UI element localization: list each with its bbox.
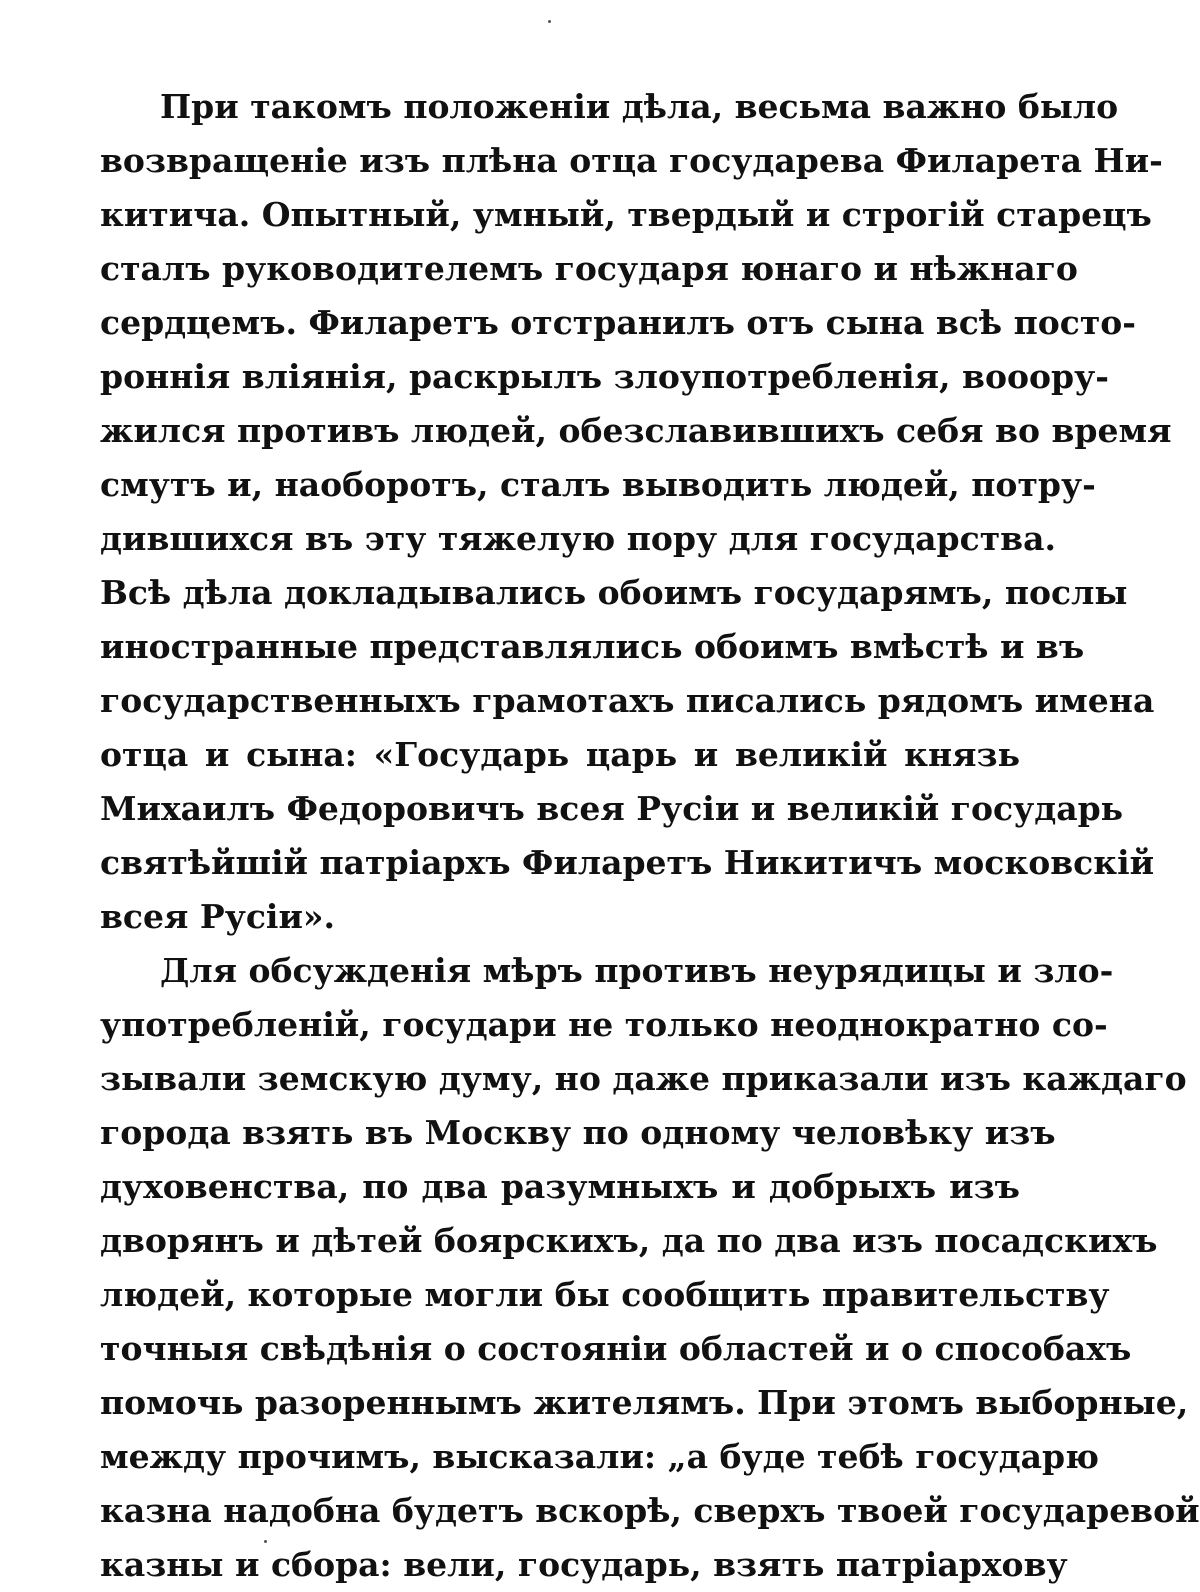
- text-line: иностранные представлялись обоимъ вмѣстѣ и въ: [100, 627, 1085, 666]
- text-line: употребленій, государи не только неоднократно со-: [100, 1005, 1108, 1044]
- text-line: возвращеніе изъ плѣна отца государева Филарета Ни-: [100, 141, 1163, 180]
- text-line: помочь разореннымъ жителямъ. При этомъ выборные,: [100, 1383, 1189, 1422]
- text-line: казна надобна будетъ вскорѣ, сверхъ твоей государевой: [100, 1491, 1200, 1530]
- text-line: дившихся въ эту тяжелую пору для государства.: [100, 519, 1056, 558]
- text-line: смутъ и, наоборотъ, сталъ выводить людей, потру-: [100, 465, 1096, 504]
- text-line: Михаилъ Федоровичъ всея Русіи и великій государь: [100, 789, 1124, 828]
- text-line: между прочимъ, высказали: „а буде тебѣ государю: [100, 1437, 1099, 1476]
- text-line: сталъ руководителемъ государя юнаго и нѣжнаго: [100, 249, 1078, 288]
- text-line: всея Русіи».: [100, 897, 336, 936]
- text-line: казны и сбора: вели, государь, взять патріархову: [100, 1545, 1068, 1584]
- text-line: святѣйшій патріархъ Филаретъ Никитичъ московскій: [100, 843, 1155, 882]
- text-line: Всѣ дѣла докладывались обоимъ государямъ, послы: [100, 573, 1128, 612]
- text-line: духовенства, по два разумныхъ и добрыхъ изъ: [100, 1167, 1020, 1206]
- body-text: [100, 80, 1200, 1592]
- text-line: точныя свѣдѣнія о состояніи областей и о способахъ: [100, 1329, 1132, 1368]
- text-line: зывали земскую думу, но даже приказали изъ каждаго: [100, 1059, 1187, 1098]
- text-line: дворянъ и дѣтей боярскихъ, да по два изъ посадскихъ: [100, 1221, 1158, 1260]
- text-line: роннія вліянія, раскрылъ злоупотребленія, вооору-: [100, 357, 1109, 396]
- text-line: отца и сына: «Государь царь и великій князь: [100, 735, 1020, 774]
- text-line: города взять въ Москву по одному человѣку изъ: [100, 1113, 1056, 1152]
- text-line: сердцемъ. Филаретъ отстранилъ отъ сына всѣ посто-: [100, 303, 1136, 342]
- text-line: При такомъ положеніи дѣла, весьма важно было: [160, 87, 1119, 126]
- text-line: жился противъ людей, обезславившихъ себя во время: [100, 411, 1172, 450]
- text-line: государственныхъ грамотахъ писались рядомъ имена: [100, 681, 1155, 720]
- paragraph-2: [100, 944, 1200, 1592]
- paragraph-1: [100, 80, 1172, 944]
- text-line: китича. Опытный, умный, твердый и строгій старецъ: [100, 195, 1152, 234]
- text-line: Для обсужденія мѣръ противъ неурядицы и зло-: [160, 951, 1114, 990]
- scan-speck: [548, 20, 551, 23]
- text-line: людей, которые могли бы сообщить правительству: [100, 1275, 1110, 1314]
